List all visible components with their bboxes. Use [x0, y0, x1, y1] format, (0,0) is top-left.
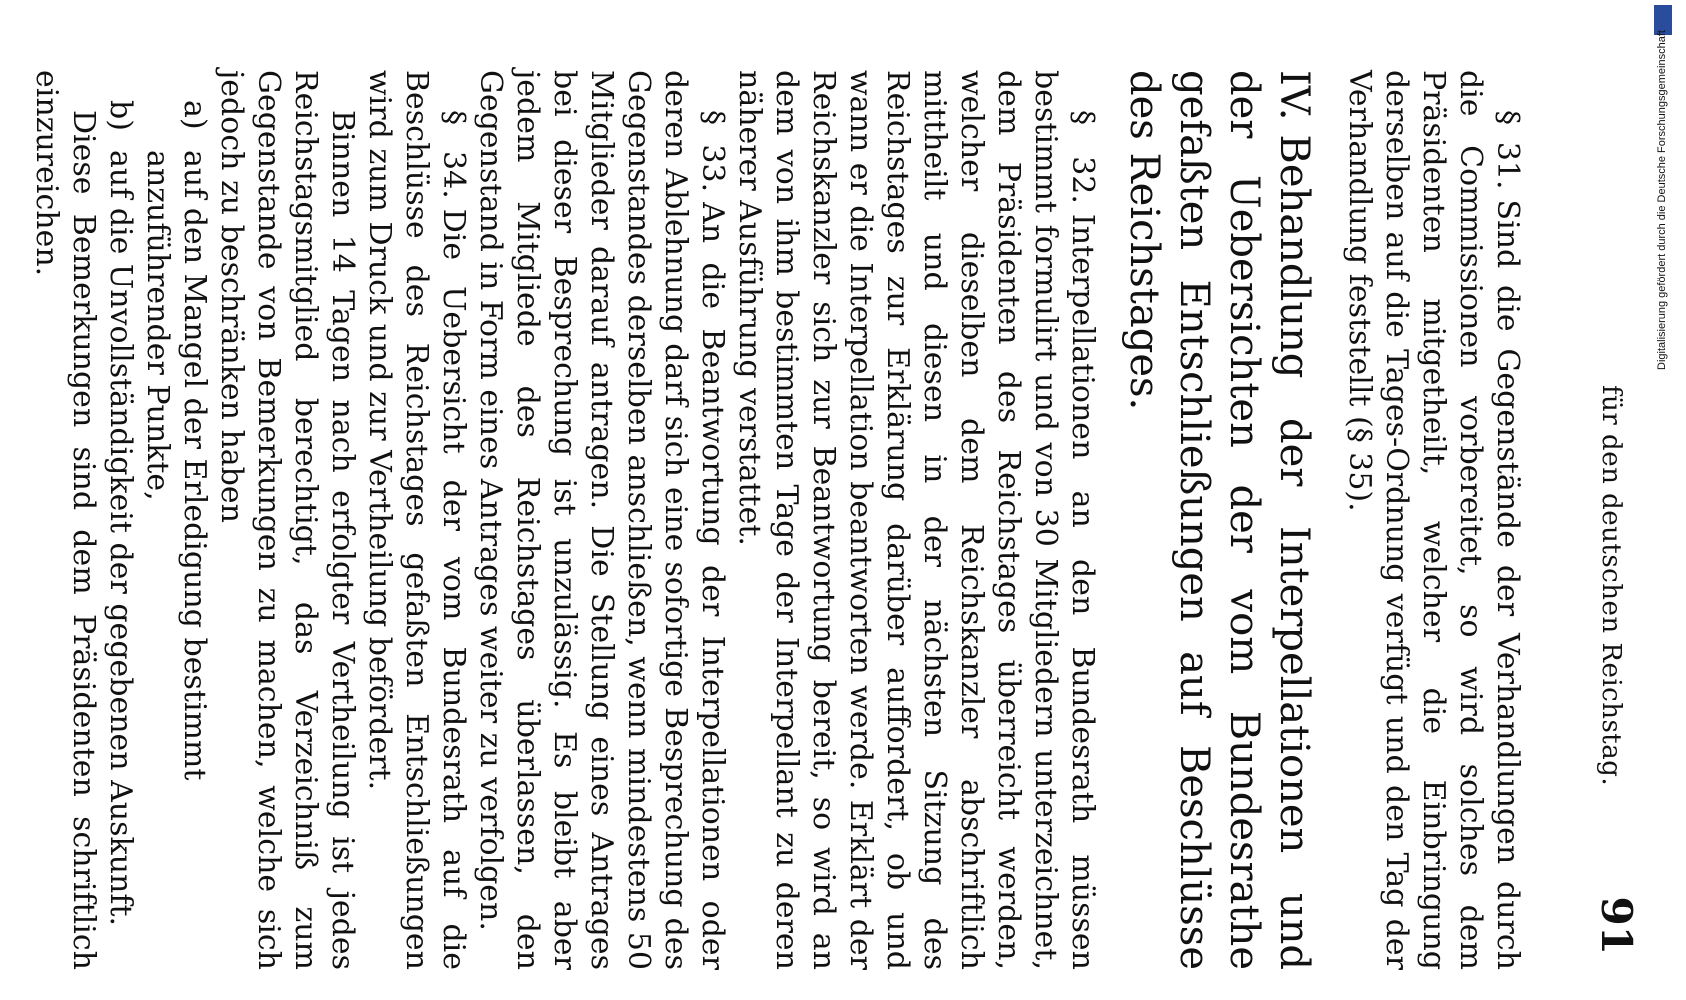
list-marker: a): [177, 100, 212, 130]
paragraph-section-32: [731, 70, 1101, 970]
page-number: 91: [1592, 896, 1641, 955]
list-marker: b): [103, 100, 138, 131]
paragraph-text: An die Beantwortung der Interpellationen oder deren Ablehnung darf sich eine sofortige Besprechung des Gegenstandes derselben anschließen, wenn mindestens 50 Mitglieder darauf antragen. Die Stellung eines Antrages bei dieser Besprechung ist unzulässig. Es bleibt aber jedem Mitgliede des Reichstages überlassen, den Gegenstand in Form eines Antrages weiter zu verfolgen.: [473, 70, 730, 970]
list-item-text: auf die Unvollständigkeit der gegebenen Auskunft.: [103, 150, 138, 927]
section-number: § 32.: [1065, 110, 1100, 204]
paragraph-remarks: [28, 70, 102, 970]
digitization-sidebar: [1642, 0, 1686, 1000]
paragraph-section-33: [472, 70, 731, 970]
paragraph-text: Interpellationen an den Bundesrath müssen bestimmt formulirt und von 30 Mitgliedern unterzeichnet, dem Präsidenten des Reichstages überreicht werden, welcher dieselben dem Reichskanzler abschriftlich mittheilt und diesen in der nächsten Sitzung des Reichstages zur Erklärung darüber auffordert, ob und wann er die Interpellation beantworten werde. Erklärt der Reichskanzler sich zur Beantwortung bereit, so wird an dem von ihm bestimmten Tage der Interpellant zu deren näherer Ausführung verstattet.: [732, 70, 1100, 970]
list-item-text: auf den Mangel der Erledigung bestimmt anzuführender Punkte,: [140, 150, 212, 781]
funding-note: [1656, 10, 1674, 970]
chapter-numeral: IV.: [1271, 70, 1317, 121]
page-body: [28, 70, 1526, 970]
paragraph-text: Die Uebersicht der vom Bundesrath auf die Beschlüsse des Reichstages gefaßten Entschließungen wird zum Druck und zur Vertheilung befördert.: [362, 70, 471, 971]
list-item: [139, 70, 213, 970]
paragraph-section-34: [361, 70, 472, 970]
paragraph-text: Binnen 14 Tagen nach erfolgter Vertheilung ist jedes Reichstagsmitglied berechtigt, das Verzeichniß zum Gegenstande von Bemerkungen zu machen, welche sich jedoch zu beschränken haben: [214, 70, 360, 970]
section-number: § 31.: [1490, 110, 1525, 190]
section-number: § 34.: [436, 110, 471, 199]
running-head: für den deutschen Reichstag.: [1596, 385, 1626, 787]
section-number: § 33.: [695, 110, 730, 193]
paragraph-section-31: [1341, 70, 1526, 970]
paragraph-text: Diese Bemerkungen sind dem Präsidenten schriftlich einzureichen.: [29, 70, 101, 970]
chapter-title: Behandlung der Interpellationen und der Uebersichten der vom Bundesrathe gefaßten Entschließungen auf Beschlüsse des Reichstages.: [1121, 70, 1317, 970]
paragraph-deadline: [213, 70, 361, 970]
funding-note-text: Digitalisierung gefördert durch die Deutsche Forschungsgemeinschaft: [1656, 30, 1668, 370]
chapter-heading: [1119, 70, 1319, 970]
paragraph-text: Sind die Gegenstände der Verhandlungen durch die Commissionen vorbereitet, so wird solches dem Präsidenten mitgetheilt, welcher die Einbringung derselben auf die Tages-Ordnung verfügt und den Tag der Verhandlung feststellt (§ 35).: [1342, 70, 1525, 970]
list-item: [102, 70, 139, 970]
